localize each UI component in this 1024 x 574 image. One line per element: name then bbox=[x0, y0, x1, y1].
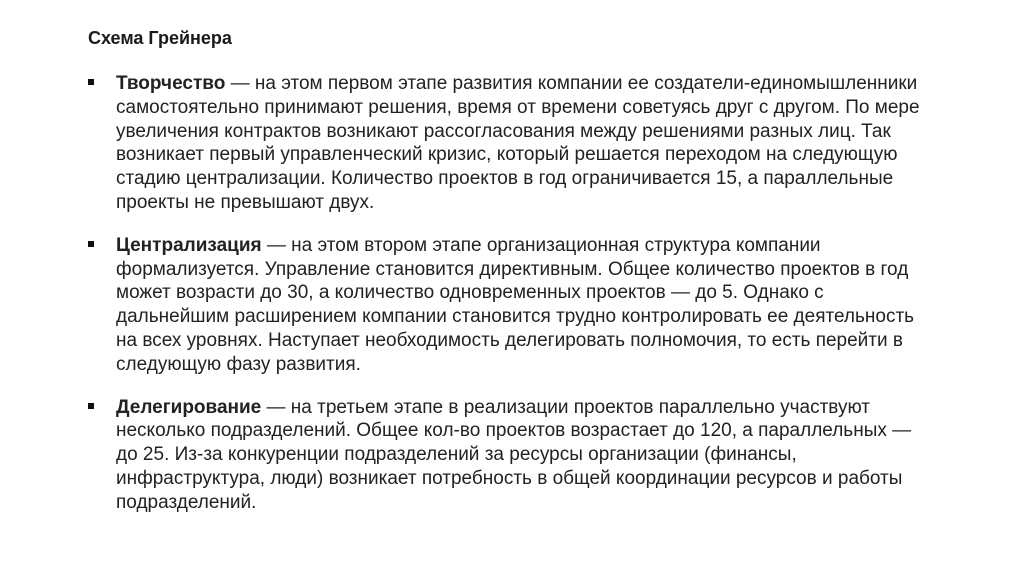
item-term: Делегирование bbox=[116, 396, 262, 418]
item-term: Творчество bbox=[116, 73, 226, 94]
slide-title: Схема Грейнера bbox=[88, 28, 232, 48]
list-item-delegation bbox=[88, 396, 938, 515]
square-bullet-icon bbox=[88, 241, 94, 247]
item-text: — на третьем этапе в реализации проектов параллельно участвуют несколько подразделений. Общее кол-во проектов возрастает до 120, а параллельных — до 25. Из-за конкуренции подразделений за ресурсы организации (финансы, инфраструктура, люди) возникает потребность в общей координации ресурсов и работы подразделений. bbox=[116, 396, 912, 513]
item-term: Централизация bbox=[116, 234, 262, 256]
square-bullet-icon bbox=[88, 403, 94, 409]
item-text: — на этом первом этапе развития компании ее создатели-единомышленники самостоятельно принимают решения, время от времени советуясь друг с другом. По мере увеличения контрактов возникают рассогласования между решениями разных лиц. Так возникает первый управленческий кризис, который решается переходом на следующую стадию централизации. Количество проектов в год ограничивается 15, а параллельные проекты не превышают двух. bbox=[116, 73, 920, 213]
item-text: — на этом втором этапе организационная структура компании формализуется. Управление становится директивным. Общее количество проектов в год может возрасти до 30, а количество одновременных проектов — до 5. Однако с дальнейшим расширением компании становится трудно контролировать ее деятельность на всех уровнях. Наступает необходимость делегировать полномочия, то есть перейти в следующую фазу развития. bbox=[116, 234, 915, 375]
list-item-creativity bbox=[88, 72, 938, 215]
stage-list bbox=[88, 72, 938, 534]
square-bullet-icon bbox=[88, 79, 94, 85]
list-item-centralization bbox=[88, 234, 938, 377]
